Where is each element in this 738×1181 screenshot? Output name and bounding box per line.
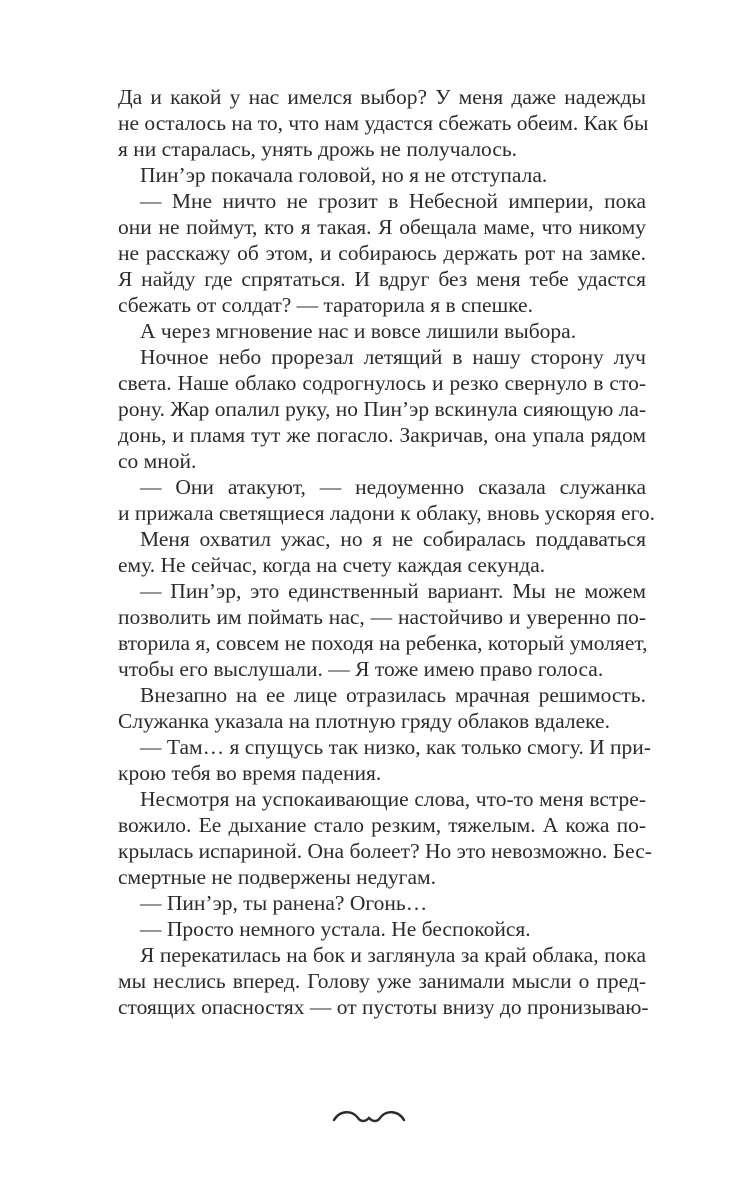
text-line: смертные не подвержены недугам. xyxy=(118,865,436,889)
text-line: не осталось на то, что нам удастся сбежать обеим. Как бы xyxy=(118,111,649,135)
text-line: — Просто немного устала. Не беспокойся. xyxy=(140,917,531,941)
text-line: и прижала светящиеся ладони к облаку, вновь ускоряя его. xyxy=(118,501,656,525)
text-line: позволить им поймать нас, — настойчиво и уверенно по- xyxy=(118,605,646,629)
text-line: Внезапно на ее лице отразилась мрачная решимость. xyxy=(140,683,646,707)
text-line: мы неслись вперед. Голову уже занимали мысли о пред- xyxy=(118,969,646,993)
text-line: Меня охватил ужас, но я не собиралась поддаваться xyxy=(140,527,646,551)
text-line: вторила я, совсем не походя на ребенка, который умоляет, xyxy=(118,631,648,655)
text-line: донь, и пламя тут же погасло. Закричав, она упала рядом xyxy=(118,423,646,447)
text-line: сбежать от солдат? — тараторила я в спешке. xyxy=(118,293,533,317)
text-line: ему. Не сейчас, когда на счету каждая секунда. xyxy=(118,553,546,577)
text-line: — Они атакуют, — недоуменно сказала служанка xyxy=(140,475,646,499)
text-line: света. Наше облако содрогнулось и резко свернуло в сто- xyxy=(118,371,646,395)
text-line: крылась испариной. Она болеет? Но это невозможно. Бес- xyxy=(118,839,652,863)
text-line: стоящих опасностях — от пустоты внизу до пронизываю- xyxy=(118,995,649,1019)
text-line: Служанка указала на плотную гряду облаков вдалеке. xyxy=(118,709,610,733)
text-line: не расскажу об этом, и собираюсь держать рот на замке. xyxy=(118,241,646,265)
text-line: со мной. xyxy=(118,449,197,473)
text-line: чтобы его выслушали. — Я тоже имею право голоса. xyxy=(118,657,604,681)
text-line: — Пин’эр, ты ранена? Огонь… xyxy=(140,891,428,915)
text-line: — Там… я спущусь так низко, как только смогу. И при- xyxy=(140,735,651,759)
text-line: Несмотря на успокаивающие слова, что-то меня встре- xyxy=(140,787,646,811)
text-line: Пин’эр покачала головой, но я не отступала. xyxy=(140,163,548,187)
text-line: — Пин’эр, это единственный вариант. Мы не можем xyxy=(140,579,646,603)
text-line: они не поймут, кто я такая. Я обещала маме, что никому xyxy=(118,215,646,239)
text-line: Ночное небо прорезал летящий в нашу сторону луч xyxy=(140,345,646,369)
text-line: Я перекатилась на бок и заглянула за край облака, пока xyxy=(140,943,646,967)
text-line: вожило. Ее дыхание стало резким, тяжелым. А кожа по- xyxy=(118,813,646,837)
text-line: Да и какой у нас имелся выбор? У меня даже надежды xyxy=(118,85,646,109)
text-line: — Мне ничто не грозит в Небесной империи, пока xyxy=(140,189,646,213)
folio-swirl-icon xyxy=(332,1108,406,1128)
text-line: А через мгновение нас и вовсе лишили выбора. xyxy=(140,319,577,343)
text-line: Я найду где спрятаться. И вдруг без меня тебе удастся xyxy=(118,267,646,291)
text-line: рону. Жар опалил руку, но Пин’эр вскинула сияющую ла- xyxy=(118,397,647,421)
text-line: крою тебя во время падения. xyxy=(118,761,382,785)
text-line: я ни старалась, унять дрожь не получалось. xyxy=(118,137,518,161)
body-text xyxy=(118,84,656,1020)
